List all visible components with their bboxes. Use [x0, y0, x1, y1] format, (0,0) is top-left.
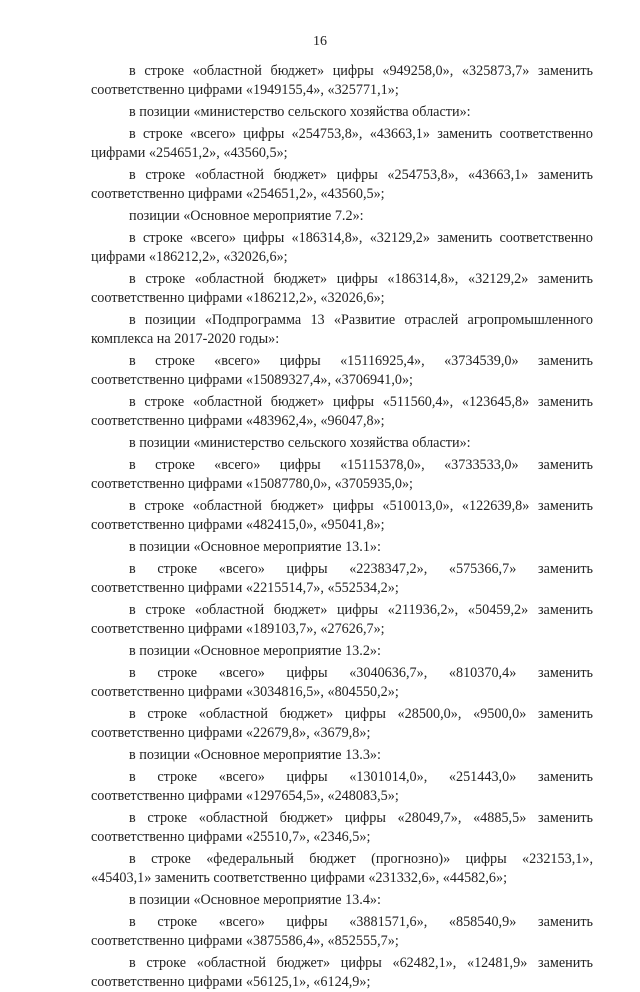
paragraph	[91, 103, 593, 122]
paragraph	[91, 538, 593, 557]
text-line: в строке «всего» цифры «186314,8», «32129,2» заменить соответственно	[129, 230, 593, 246]
text-line: в строке «областной бюджет» цифры «62482,1», «12481,9» заменить	[129, 955, 593, 971]
text-line: в строке «областной бюджет» цифры «510013,0», «122639,8» заменить	[129, 498, 593, 514]
text-line: в строке «областной бюджет» цифры «949258,0», «325873,7» заменить	[129, 63, 593, 79]
paragraph	[91, 456, 593, 494]
text-line: соответственно цифрами «189103,7», «27626,7»;	[91, 621, 385, 637]
text-line: в строке «всего» цифры «15115378,0», «3733533,0» заменить	[129, 457, 593, 473]
text-line: в строке «всего» цифры «2238347,2», «575366,7» заменить	[129, 561, 593, 577]
paragraph	[91, 125, 593, 163]
text-line: в строке «федеральный бюджет (прогнозно)» цифры «232153,1»,	[129, 851, 593, 867]
text-line: в строке «всего» цифры «15116925,4», «3734539,0» заменить	[129, 353, 593, 369]
text-line: цифрами «186212,2», «32026,6»;	[91, 249, 288, 265]
text-line: в строке «всего» цифры «254753,8», «43663,1» заменить соответственно	[129, 126, 593, 142]
paragraph	[91, 352, 593, 390]
text-line: в позиции «Подпрограмма 13 «Развитие отраслей агропромышленного	[129, 312, 593, 328]
paragraph	[91, 393, 593, 431]
text-line: соответственно цифрами «25510,7», «2346,5»;	[91, 829, 371, 845]
text-line: соответственно цифрами «3875586,4», «852555,7»;	[91, 933, 399, 949]
text-line: в позиции «Основное мероприятие 13.4»:	[129, 892, 381, 908]
document-body	[91, 62, 593, 992]
paragraph	[91, 270, 593, 308]
text-line: соответственно цифрами «2215514,7», «552534,2»;	[91, 580, 399, 596]
text-line: комплекса на 2017-2020 годы»:	[91, 331, 280, 347]
text-line: соответственно цифрами «482415,0», «95041,8»;	[91, 517, 385, 533]
text-line: в строке «всего» цифры «1301014,0», «251443,0» заменить	[129, 769, 593, 785]
text-line: в позиции «Основное мероприятие 13.2»:	[129, 643, 381, 659]
text-line: соответственно цифрами «22679,8», «3679,8»;	[91, 725, 371, 741]
text-line: в позиции «Основное мероприятие 13.1»:	[129, 539, 381, 555]
paragraph	[91, 497, 593, 535]
text-line: соответственно цифрами «15087780,0», «3705935,0»;	[91, 476, 414, 492]
text-line: в строке «областной бюджет» цифры «186314,8», «32129,2» заменить	[129, 271, 593, 287]
text-line: соответственно цифрами «254651,2», «43560,5»;	[91, 186, 385, 202]
text-line: в строке «всего» цифры «3040636,7», «810370,4» заменить	[129, 665, 593, 681]
text-line: в строке «областной бюджет» цифры «211936,2», «50459,2» заменить	[129, 602, 593, 618]
paragraph	[91, 809, 593, 847]
paragraph	[91, 311, 593, 349]
text-line: позиции «Основное мероприятие 7.2»:	[129, 208, 364, 224]
text-line: «45403,1» заменить соответственно цифрами «231332,6», «44582,6»;	[91, 870, 508, 886]
paragraph	[91, 746, 593, 765]
paragraph	[91, 207, 593, 226]
text-line: в строке «областной бюджет» цифры «28049,7», «4885,5» заменить	[129, 810, 593, 826]
paragraph	[91, 850, 593, 888]
text-line: в строке «всего» цифры «3881571,6», «858540,9» заменить	[129, 914, 593, 930]
paragraph	[91, 62, 593, 100]
paragraph	[91, 642, 593, 661]
text-line: в позиции «министерство сельского хозяйства области»:	[129, 435, 471, 451]
paragraph	[91, 768, 593, 806]
text-line: в строке «областной бюджет» цифры «254753,8», «43663,1» заменить	[129, 167, 593, 183]
text-line: соответственно цифрами «1297654,5», «248083,5»;	[91, 788, 399, 804]
text-line: в позиции «Основное мероприятие 13.3»:	[129, 747, 381, 763]
text-line: соответственно цифрами «15089327,4», «3706941,0»;	[91, 372, 414, 388]
text-line: в строке «областной бюджет» цифры «28500,0», «9500,0» заменить	[129, 706, 593, 722]
paragraph	[91, 664, 593, 702]
text-line: соответственно цифрами «1949155,4», «325771,1»;	[91, 82, 399, 98]
paragraph	[91, 229, 593, 267]
text-line: в позиции «министерство сельского хозяйства области»:	[129, 104, 471, 120]
page-number: 16	[313, 34, 327, 49]
text-line: соответственно цифрами «186212,2», «32026,6»;	[91, 290, 385, 306]
text-line: цифрами «254651,2», «43560,5»;	[91, 145, 288, 161]
paragraph	[91, 913, 593, 951]
text-line: в строке «областной бюджет» цифры «511560,4», «123645,8» заменить	[129, 394, 593, 410]
paragraph	[91, 601, 593, 639]
paragraph	[91, 891, 593, 910]
paragraph	[91, 705, 593, 743]
text-line: соответственно цифрами «3034816,5», «804550,2»;	[91, 684, 399, 700]
paragraph	[91, 560, 593, 598]
paragraph	[91, 954, 593, 992]
paragraph	[91, 166, 593, 204]
text-line: соответственно цифрами «56125,1», «6124,9»;	[91, 974, 371, 990]
paragraph	[91, 434, 593, 453]
text-line: соответственно цифрами «483962,4», «96047,8»;	[91, 413, 385, 429]
